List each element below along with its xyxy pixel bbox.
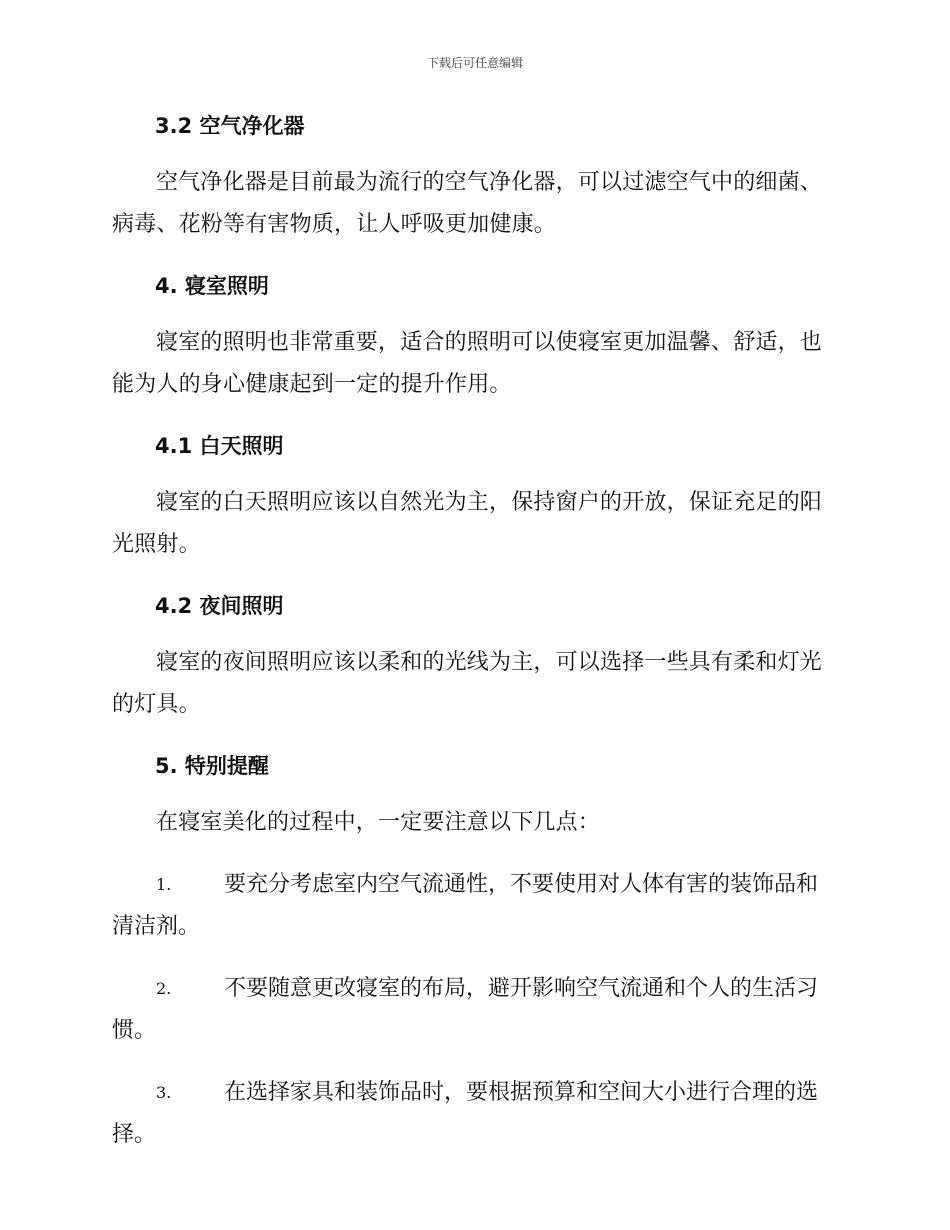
list-item-number: 3.	[156, 1083, 172, 1102]
list-item	[112, 1072, 832, 1156]
list-item-text: 要充分考虑室内空气流通性，不要使用对人体有害的装饰品和清洁剂。	[112, 872, 819, 939]
section-paragraph: 空气净化器是目前最为流行的空气净化器，可以过滤空气中的细菌、病毒、花粉等有害物质，让人呼吸更加健康。	[112, 170, 823, 237]
list-item-text: 在选择家具和装饰品时，要根据预算和空间大小进行合理的选择。	[112, 1080, 819, 1147]
section-paragraph: 寝室的夜间照明应该以柔和的光线为主，可以选择一些具有柔和灯光的灯具。	[112, 650, 823, 717]
section-air-purifier	[112, 110, 832, 246]
section-heading: 4. 寝室照明	[155, 274, 269, 298]
list-item-number: 2.	[156, 979, 172, 998]
section-paragraph: 在寝室美化的过程中，一定要注意以下几点：	[156, 810, 601, 835]
section-heading: 4.1 白天照明	[155, 434, 284, 458]
list-item-number: 1.	[156, 875, 172, 894]
section-heading: 4.2 夜间照明	[155, 594, 284, 618]
section-heading: 3.2 空气净化器	[155, 114, 305, 138]
section-night-lighting	[112, 590, 832, 726]
section-dorm-lighting	[112, 270, 832, 406]
section-paragraph: 寝室的照明也非常重要，适合的照明可以使寝室更加温馨、舒适，也能为人的身心健康起到一定的提升作用。	[112, 330, 823, 397]
section-paragraph: 寝室的白天照明应该以自然光为主，保持窗户的开放，保证充足的阳光照射。	[112, 490, 823, 557]
section-daytime-lighting	[112, 430, 832, 566]
section-heading: 5. 特别提醒	[155, 754, 269, 778]
page-header: 下载后可任意编辑	[426, 56, 523, 70]
list-item	[112, 968, 832, 1052]
list-item	[112, 864, 832, 948]
list-item-text: 不要随意更改寝室的布局，避开影响空气流通和个人的生活习惯。	[112, 976, 819, 1043]
section-special-reminder	[112, 750, 832, 1156]
document-body	[112, 110, 832, 1180]
